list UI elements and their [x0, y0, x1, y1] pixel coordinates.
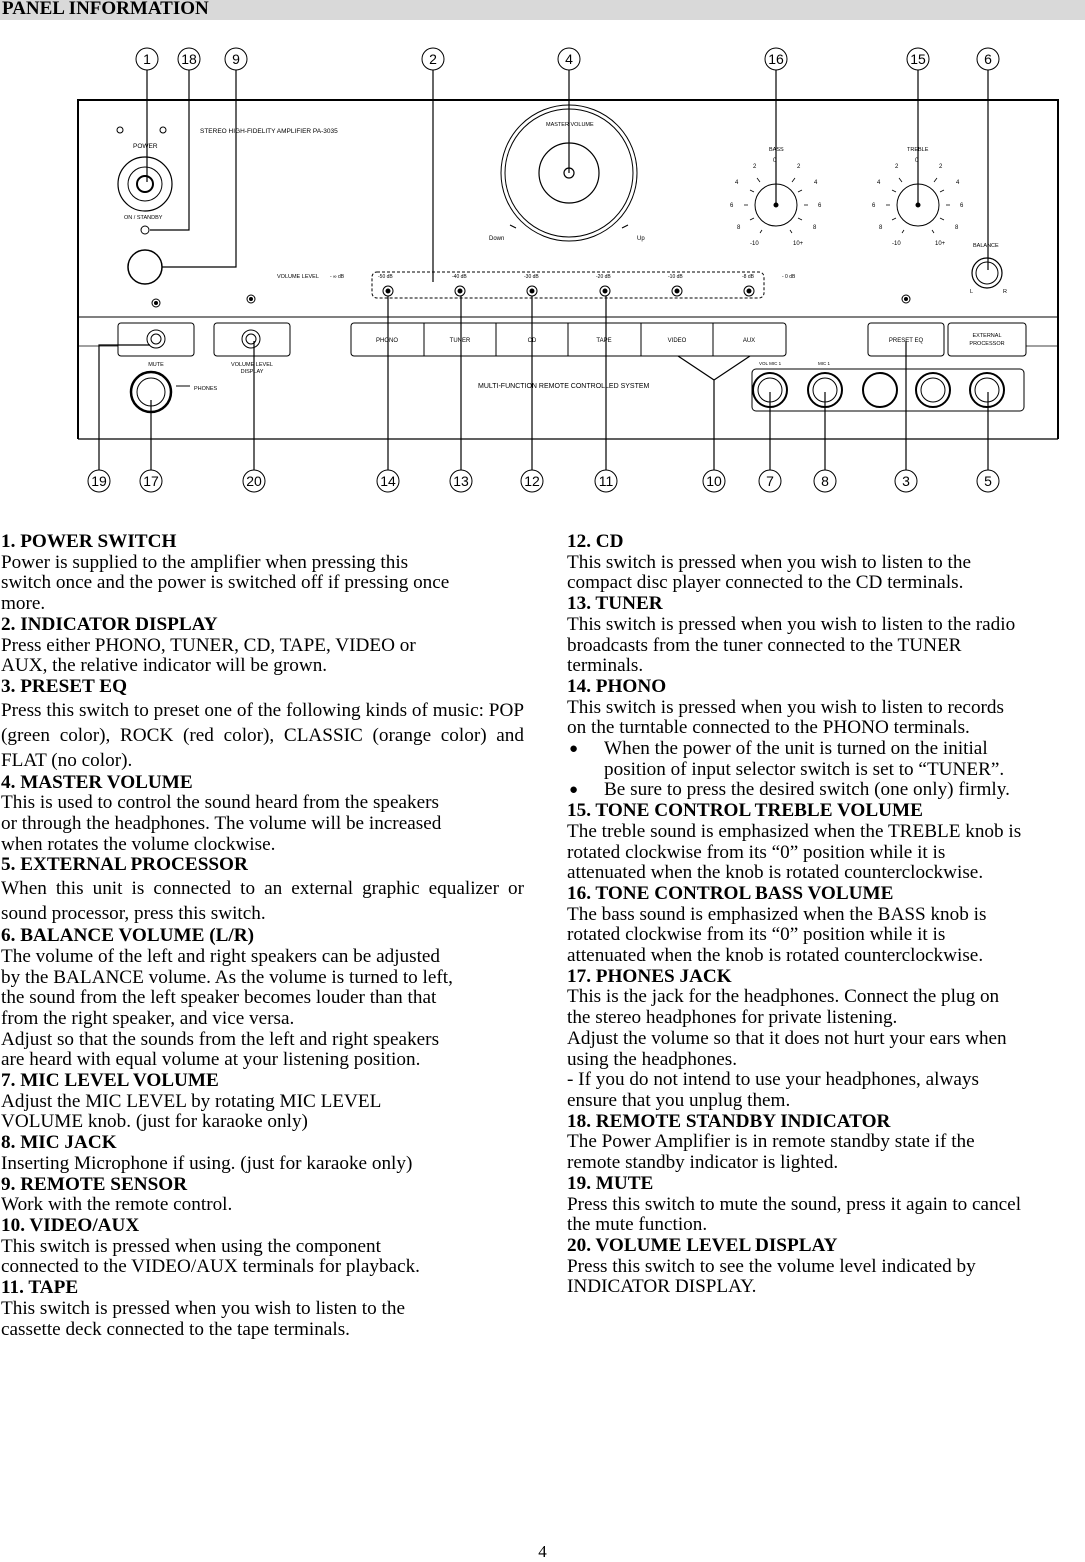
section-1 [567, 532, 1085, 594]
section-body [1, 553, 524, 615]
section-line: This is the jack for the headphones. Connect the plug on [567, 986, 1000, 1008]
section-line: or through the headphones. The volume will be increased [1, 813, 442, 835]
section-line: the mute function. [567, 1214, 708, 1236]
svg-text:6: 6 [818, 203, 822, 209]
section-5 [1, 855, 524, 926]
svg-text:8: 8 [737, 225, 741, 231]
callout-9: 9 [232, 51, 240, 67]
section-line: rotated clockwise from its “0” position while it is [567, 841, 946, 863]
section-8 [1, 1133, 524, 1174]
svg-text:4: 4 [735, 180, 739, 186]
callout-numbers [91, 51, 992, 489]
balance-label: BALANCE [973, 243, 999, 249]
header-bar [0, 0, 1085, 20]
section-line: the sound from the left speaker becomes louder than that [1, 987, 437, 1009]
section-title: 15. TONE CONTROL TREBLE VOLUME [567, 800, 923, 822]
section-line: on the turntable connected to the PHONO terminals. [567, 717, 970, 739]
model-label: STEREO HIGH-FIDELITY AMPLIFIER PA-3035 [200, 128, 338, 135]
mic1-label: MIC 1 [818, 361, 831, 366]
svg-text:TUNER: TUNER [449, 338, 471, 344]
section-title: 12. CD [567, 531, 624, 552]
mute-label: MUTE [148, 362, 164, 368]
section-line: Inserting Microphone if using. (just for karaoke only) [1, 1152, 413, 1174]
section-body [567, 553, 1085, 594]
section-text: When this unit is connected to an external graphic equalizer or sound processor, press this switch. [1, 878, 524, 925]
section-line: using the headphones. [567, 1048, 737, 1070]
down-label: Down [489, 236, 505, 242]
up-label: Up [637, 236, 645, 242]
section-title: 8. MIC JACK [1, 1132, 117, 1154]
section-body [567, 1132, 1085, 1173]
callout-14: 14 [380, 473, 396, 489]
svg-text:10+: 10+ [793, 241, 804, 247]
callout-7: 7 [766, 473, 774, 489]
section-line: switch once and the power is switched off if pressing once [1, 572, 450, 594]
section-2 [1, 615, 524, 677]
section-title: 7. MIC LEVEL VOLUME [1, 1070, 219, 1092]
section-body [1, 876, 524, 926]
section-line: This switch is pressed when you wish to listen to records [567, 696, 1004, 718]
balance-l-label: L [970, 289, 974, 295]
section-title: 18. REMOTE STANDBY INDICATOR [567, 1110, 891, 1132]
volume-level-label: VOLUME LEVEL [277, 274, 319, 280]
left-column [1, 532, 524, 1340]
section-line: Press this switch to mute the sound, press it again to cancel [567, 1193, 1022, 1215]
section-line: cassette deck connected to the tape terminals. [1, 1318, 350, 1340]
section-line: more. [1, 593, 46, 615]
section-line: broadcasts from the tuner connected to the TUNER [567, 634, 962, 656]
section-text: Press this switch to preset one of the following kinds of music: POP (green color), ROCK (red color), CLASSIC (orange color) and FLAT (no color). [1, 699, 524, 771]
input-button-labels [376, 338, 755, 344]
section-line: This switch is pressed when using the component [1, 1235, 381, 1257]
bullet-item [567, 739, 1085, 780]
svg-text:-30 dB: -30 dB [524, 274, 539, 280]
remote-standby-indicator [160, 127, 166, 133]
section-6 [1, 926, 524, 1071]
section-title: 19. MUTE [567, 1172, 654, 1194]
callout-18: 18 [181, 51, 197, 67]
svg-text:10+: 10+ [935, 241, 946, 247]
svg-text:2: 2 [895, 164, 899, 170]
preset-eq-label: PRESET EQ [888, 338, 924, 344]
section-line: This switch is pressed when you wish to listen to the [567, 551, 971, 573]
svg-text:VIDEO: VIDEO [667, 338, 687, 344]
vol-mic-label: VOL MIC 1 [759, 361, 782, 366]
svg-text:-10: -10 [892, 241, 901, 247]
balance-r-label: R [1003, 289, 1007, 295]
section-line: Power is supplied to the amplifier when pressing this [1, 551, 409, 573]
svg-text:4: 4 [956, 180, 960, 186]
section-body [1, 793, 524, 855]
section-line: when rotates the volume clockwise. [1, 833, 276, 855]
svg-text:8: 8 [955, 225, 959, 231]
section-7 [567, 1112, 1085, 1174]
section-line: Press either PHONO, TUNER, CD, TAPE, VIDEO or [1, 634, 416, 656]
section-title: 2. INDICATOR DISPLAY [1, 613, 218, 635]
svg-text:2: 2 [753, 164, 757, 170]
svg-text:8: 8 [813, 225, 817, 231]
external-processor-button [948, 323, 1026, 356]
svg-text:-40 dB: -40 dB [452, 274, 467, 280]
svg-text:4: 4 [877, 180, 881, 186]
bullet-line: ● Be sure to press the desired switch (one only) firmly. [604, 779, 1010, 801]
section-line: The Power Amplifier is in remote standby state if the [567, 1131, 975, 1153]
callout-1: 1 [143, 51, 151, 67]
section-line: This switch is pressed when you wish to listen to the [1, 1297, 405, 1319]
section-9 [1, 1175, 524, 1216]
callout-10: 10 [706, 473, 722, 489]
bullet-line: ● When the power of the unit is turned on the initial [604, 738, 988, 760]
section-line: attenuated when the knob is rotated counterclockwise. [567, 945, 984, 967]
section-title: 5. EXTERNAL PROCESSOR [1, 854, 248, 876]
callout-3: 3 [902, 473, 910, 489]
section-11 [1, 1278, 524, 1340]
power-label: POWER [133, 143, 158, 150]
callout-6: 6 [984, 51, 992, 67]
volume-level-display-label-1: VOLUME LEVEL [231, 362, 273, 368]
section-4 [1, 773, 524, 856]
callout-20: 20 [246, 473, 262, 489]
section-body [1, 636, 524, 677]
callout-12: 12 [524, 473, 540, 489]
svg-text:PHONO: PHONO [375, 338, 399, 344]
section-line: Press this switch to see the volume level indicated by [567, 1255, 976, 1277]
treble-label: TREBLE [907, 147, 929, 153]
page-number: 4 [538, 1542, 547, 1561]
section-line: This switch is pressed when you wish to listen to the radio [567, 613, 1016, 635]
section-body [567, 615, 1085, 677]
section-body [1, 1237, 524, 1278]
mute-button [118, 323, 194, 356]
callout-2: 2 [429, 51, 437, 67]
volume-level-display-label-2: DISPLAY [240, 369, 264, 375]
power-knob [118, 157, 172, 211]
section-6 [567, 967, 1085, 1112]
callout-4: 4 [565, 51, 573, 67]
section-body [1, 947, 524, 1071]
section-line: The bass sound is emphasized when the BASS knob is [567, 903, 987, 925]
svg-text:6: 6 [730, 203, 734, 209]
svg-text:CD: CD [527, 338, 537, 344]
bass-label: BASS [769, 147, 784, 153]
section-title: 9. REMOTE SENSOR [1, 1173, 188, 1195]
svg-text:-50 dB: -50 dB [378, 274, 393, 280]
section-line: from the right speaker, and vice versa. [1, 1007, 295, 1029]
section-10 [1, 1216, 524, 1278]
section-body [1, 1154, 524, 1175]
section-line: AUX, the relative indicator will be grown. [1, 655, 328, 677]
section-9 [567, 1236, 1085, 1298]
svg-text:6: 6 [960, 203, 964, 209]
section-line: - If you do not intend to use your headphones, always [567, 1069, 979, 1091]
svg-text:8: 8 [879, 225, 883, 231]
section-line: VOLUME knob. (just for karaoke only) [1, 1111, 308, 1133]
svg-text:-10: -10 [750, 241, 759, 247]
svg-text:- ∞ dB: - ∞ dB [330, 274, 345, 280]
section-body [1, 1299, 524, 1340]
section-line: INDICATOR DISPLAY. [567, 1276, 757, 1298]
remote-system-label: MULTI-FUNCTION REMOTE CONTROLLED SYSTEM [478, 383, 650, 390]
section-line: Work with the remote control. [1, 1194, 233, 1216]
master-volume-label: MASTER VOLUME [546, 122, 594, 128]
section-line: by the BALANCE volume. As the volume is turned to left, [1, 966, 453, 988]
svg-text:- 0 dB: - 0 dB [782, 274, 796, 280]
external-label: EXTERNAL [972, 333, 1002, 339]
section-line: ensure that you unplug them. [567, 1089, 791, 1111]
section-4 [567, 801, 1085, 884]
section-body [1, 1195, 524, 1216]
svg-text:2: 2 [797, 164, 801, 170]
svg-text:0: 0 [915, 158, 919, 164]
callout-13: 13 [453, 473, 469, 489]
callout-15: 15 [910, 51, 926, 67]
section-line: This is used to control the sound heard from the speakers [1, 792, 440, 814]
section-8 [567, 1174, 1085, 1236]
section-2 [567, 594, 1085, 677]
callout-8: 8 [821, 473, 829, 489]
svg-text:6: 6 [872, 203, 876, 209]
section-title: 20. VOLUME LEVEL DISPLAY [567, 1234, 838, 1256]
section-title: 14. PHONO [567, 675, 667, 697]
section-body [567, 1195, 1085, 1236]
section-line: are heard with equal volume at your listening position. [1, 1049, 421, 1071]
bullet-item [567, 780, 1085, 801]
section-title: 10. VIDEO/AUX [1, 1214, 140, 1236]
section-5 [567, 884, 1085, 967]
callout-11: 11 [598, 473, 614, 489]
section-title: 4. MASTER VOLUME [1, 771, 193, 793]
section-line: Adjust the volume so that it does not hurt your ears when [567, 1027, 1007, 1049]
section-line: Adjust the MIC LEVEL by rotating MIC LEVEL [1, 1090, 382, 1112]
section-body [1, 1092, 524, 1133]
section-line: the stereo headphones for private listening. [567, 1007, 898, 1029]
svg-text:-8 dB: -8 dB [742, 274, 754, 280]
bullet-line: position of input selector switch is set to “TUNER”. [604, 758, 1005, 780]
section-title: 3. PRESET EQ [1, 675, 128, 697]
section-line: Adjust so that the sounds from the left and right speakers [1, 1028, 440, 1050]
section-body [567, 1257, 1085, 1298]
section-title: 13. TUNER [567, 593, 663, 615]
svg-text:4: 4 [814, 180, 818, 186]
db-labels [330, 274, 796, 280]
standby-led [141, 226, 149, 234]
section-line: remote standby indicator is lighted. [567, 1152, 839, 1174]
section-title: 17. PHONES JACK [567, 965, 732, 987]
section-line: connected to the VIDEO/AUX terminals for playback. [1, 1256, 420, 1278]
callout-16: 16 [768, 51, 784, 67]
section-title: 11. TAPE [1, 1277, 79, 1299]
section-7 [1, 1071, 524, 1133]
section-title: 16. TONE CONTROL BASS VOLUME [567, 882, 894, 904]
svg-text:TAPE: TAPE [596, 338, 612, 344]
section-line: The volume of the left and right speakers can be adjusted [1, 945, 441, 967]
callout-17: 17 [143, 473, 159, 489]
svg-text:0: 0 [773, 158, 777, 164]
section-line: compact disc player connected to the CD terminals. [567, 572, 964, 594]
section-line: rotated clockwise from its “0” position while it is [567, 924, 946, 946]
section-3 [1, 677, 524, 773]
volume-level-display-button [214, 323, 290, 356]
power-indicator-left [117, 127, 123, 133]
svg-text:2: 2 [939, 164, 943, 170]
svg-text:-20 dB: -20 dB [596, 274, 611, 280]
svg-text:-10 dB: -10 dB [668, 274, 683, 280]
section-1 [1, 532, 524, 615]
right-column [567, 532, 1085, 1298]
panel-diagram [0, 30, 1085, 510]
phones-label: PHONES [194, 386, 218, 392]
callout-5: 5 [984, 473, 992, 489]
remote-sensor [128, 250, 162, 284]
section-body [567, 822, 1085, 884]
callout-19: 19 [91, 473, 107, 489]
panel-diagram-svg [0, 30, 1085, 510]
section-body [567, 698, 1085, 802]
page-title: PANEL INFORMATION [2, 0, 209, 19]
section-line: terminals. [567, 655, 644, 677]
section-title: 6. BALANCE VOLUME (L/R) [1, 925, 254, 947]
svg-text:AUX: AUX [742, 338, 756, 344]
section-line: attenuated when the knob is rotated counterclockwise. [567, 862, 984, 884]
section-body [567, 905, 1085, 967]
section-body [567, 987, 1085, 1111]
on-standby-label: ON / STANDBY [124, 215, 163, 221]
processor-label: PROCESSOR [969, 341, 1005, 347]
section-3 [567, 677, 1085, 801]
section-title: 1. POWER SWITCH [1, 531, 177, 552]
section-body [1, 698, 524, 773]
section-line: The treble sound is emphasized when the TREBLE knob is [567, 820, 1022, 842]
indicator-display [372, 272, 764, 298]
